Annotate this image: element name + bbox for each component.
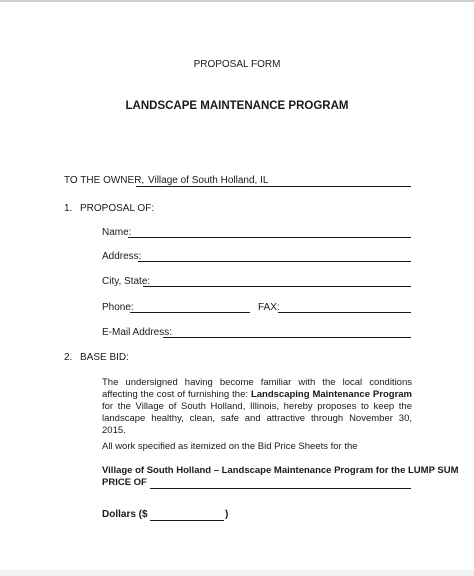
- dollars-field[interactable]: [150, 520, 224, 521]
- address-label: Address:: [102, 251, 142, 262]
- email-label: E-Mail Address:: [102, 327, 173, 338]
- section1-number: 1.: [64, 203, 73, 214]
- lump-sum-line1: Village of South Holland – Landscape Maintenance Program for the LUMP SUM: [102, 465, 459, 476]
- base-bid-paragraph: [102, 377, 412, 437]
- section2-label: BASE BID:: [80, 352, 129, 363]
- city-state-field[interactable]: [143, 286, 411, 287]
- fax-label: FAX:: [258, 302, 280, 313]
- address-field[interactable]: [138, 261, 411, 262]
- para1-before: The undersigned having become familiar with the local conditions affecting the cost of furnishing the:: [102, 377, 412, 400]
- dollars-close: ): [225, 509, 229, 520]
- fax-field[interactable]: [278, 312, 411, 313]
- lump-sum-line2: PRICE OF: [102, 477, 147, 488]
- owner-label: TO THE OWNER,: [64, 175, 145, 186]
- phone-field[interactable]: [130, 312, 250, 313]
- para1-after: for the Village of South Holland, Illinois, hereby proposes to keep the landscape healthy, clean, safe and attractive through November 30, 2015.: [102, 401, 412, 436]
- owner-value: Village of South Holland, IL: [148, 175, 269, 186]
- bottom-border: [0, 570, 474, 576]
- para1-bold: Landscaping Maintenance Program: [250, 389, 413, 400]
- section2-number: 2.: [64, 352, 73, 363]
- work-specified-text: All work specified as itemized on the Bid Price Sheets for the: [102, 441, 358, 452]
- email-field[interactable]: [163, 337, 411, 338]
- name-field[interactable]: [128, 237, 411, 238]
- city-state-label: City, State:: [102, 276, 151, 287]
- top-border: [0, 0, 474, 2]
- dollars-label: Dollars ($: [102, 509, 148, 520]
- phone-label: Phone:: [102, 302, 134, 313]
- form-subtitle: LANDSCAPE MAINTENANCE PROGRAM: [125, 100, 349, 112]
- name-label: Name:: [102, 227, 132, 238]
- lump-sum-field[interactable]: [150, 488, 411, 489]
- owner-underline: [136, 186, 411, 187]
- form-title: PROPOSAL FORM: [193, 59, 281, 70]
- section1-label: PROPOSAL OF:: [80, 203, 155, 214]
